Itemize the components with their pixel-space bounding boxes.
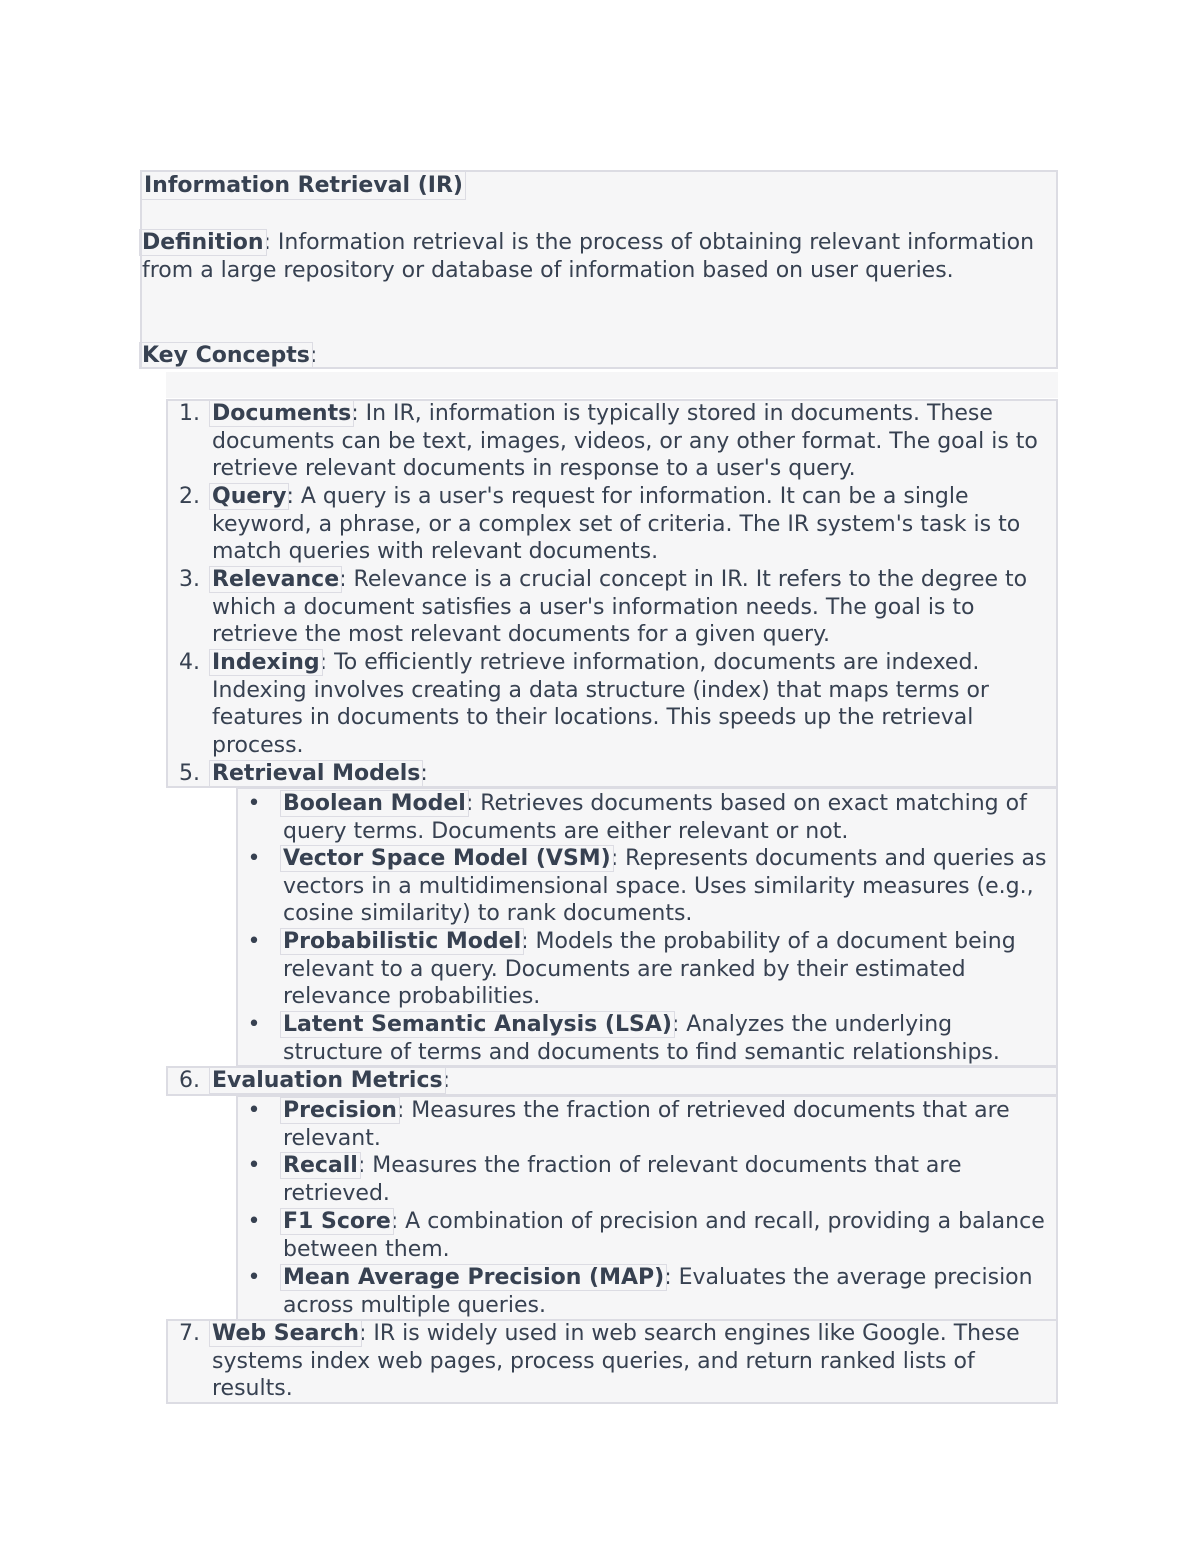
list-number: 3. [179,567,200,592]
list-number: 2. [179,484,200,509]
bullet-icon: • [247,1153,261,1178]
item-term: Query [212,484,287,509]
list-number: 1. [179,401,200,426]
subitem-term: Mean Average Precision (MAP) [283,1265,665,1290]
subitem-term: Probabilistic Model [283,929,522,954]
subitem-text: : Models the probability of a document being relevant to a query. Documents are ranked by their estimated relevance probabilities. [283,929,1016,1009]
subitem-text: : A combination of precision and recall, providing a balance between them. [283,1209,1045,1262]
bullet-icon: • [247,1265,261,1290]
definition-text: : Information retrieval is the process of obtaining relevant information from a large repository or database of information based on user queries. [142,230,1035,283]
subitem-term: Recall [283,1153,358,1178]
item-term: Indexing [212,650,320,675]
item-text: : [420,761,428,786]
list-gap-band [166,372,1058,398]
subitem-f1-score [283,1208,1058,1263]
subitem-text: : Measures the fraction of retrieved documents that are relevant. [283,1098,1010,1151]
list-item-evaluation-metrics [212,1067,1058,1095]
item-term: Evaluation Metrics [212,1068,443,1093]
bullet-icon: • [247,929,261,954]
subitem-boolean-model [283,790,1058,845]
definition-paragraph [142,229,1056,284]
item-text: : IR is widely used in web search engines like Google. These systems index web pages, process queries, and return ranked lists of results. [212,1321,1020,1401]
item-text: : Relevance is a crucial concept in IR. It refers to the degree to which a document satisfies a user's information needs. The goal is to retrieve the most relevant documents for a given query. [212,567,1028,647]
item-text: : [442,1068,451,1093]
subitem-term: Precision [283,1098,397,1123]
item-term: Documents [212,401,352,426]
subitem-term: Latent Semantic Analysis (LSA) [283,1012,672,1037]
list-item-web-search [212,1320,1058,1403]
bullet-icon: • [247,846,261,871]
list-item-indexing [212,649,1058,759]
key-concepts-suffix: : [309,343,318,368]
item-term: Retrieval Models [212,761,421,786]
list-number: 4. [179,650,200,675]
definition-term: Definition [142,230,264,255]
subitem-text: : Retrieves documents based on exact matching of query terms. Documents are either relevant or not. [283,791,1027,844]
key-concepts-heading [142,342,317,370]
list-item-relevance [212,566,1058,649]
subitem-recall [283,1152,1058,1207]
item-text: : In IR, information is typically stored in documents. These documents can be text, images, videos, or any other format. The goal is to retrieve relevant documents in response to a user's query. [212,401,1038,481]
subitem-term: F1 Score [283,1209,391,1234]
subitem-vector-space-model [283,845,1058,928]
item-text: : To efficiently retrieve information, documents are indexed. Indexing involves creating a data structure (index) that maps terms or features in documents to their locations. This speeds up the retrieval process. [212,650,989,758]
subitem-text: : Measures the fraction of relevant documents that are retrieved. [283,1153,962,1206]
subitem-text: : Evaluates the average precision across multiple queries. [283,1265,1033,1318]
subitem-probabilistic-model [283,928,1058,1011]
item-term: Relevance [212,567,340,592]
subitem-precision [283,1097,1058,1152]
list-item-documents [212,400,1058,483]
list-item-query [212,483,1058,566]
subitem-term: Vector Space Model (VSM) [283,846,611,871]
subitem-latent-semantic-analysis [283,1011,1058,1066]
list-number: 5. [179,761,200,786]
bullet-icon: • [247,1209,261,1234]
list-item-retrieval-models [212,760,1058,788]
subitem-mean-average-precision [283,1264,1058,1319]
item-term: Web Search [212,1321,359,1346]
bullet-icon: • [247,1012,261,1037]
bullet-icon: • [247,1098,261,1123]
item-text: : A query is a user's request for information. It can be a single keyword, a phrase, or a complex set of criteria. The IR system's task is to match queries with relevant documents. [212,484,1021,564]
key-concepts-term: Key Concepts [142,343,310,368]
subitem-text: : Represents documents and queries as vectors in a multidimensional space. Uses similarity measures (e.g., cosine similarity) to rank documents. [283,846,1047,926]
list-number: 7. [179,1321,200,1346]
subitem-text: : Analyzes the underlying structure of terms and documents to find semantic relationships. [283,1012,1000,1065]
page-title: Information Retrieval (IR) [144,173,463,198]
subitem-term: Boolean Model [283,791,466,816]
bullet-icon: • [247,791,261,816]
list-number: 6. [179,1068,200,1093]
